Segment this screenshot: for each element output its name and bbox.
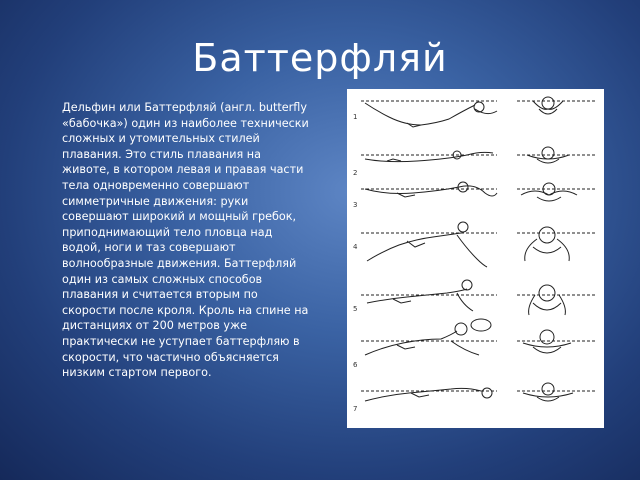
butterfly-sequence-drawing	[347, 89, 604, 428]
butterfly-stroke-illustration	[347, 89, 604, 428]
frame-number-2: 2	[353, 169, 358, 177]
swimmer-side-2	[365, 151, 493, 162]
frame-number-6: 6	[353, 361, 358, 369]
swimmer-side-4	[367, 222, 487, 267]
swimmer-side-1	[365, 102, 497, 127]
frame-number-1: 1	[353, 113, 358, 121]
swimmer-front-7	[523, 383, 573, 401]
frame-number-7: 7	[353, 405, 358, 413]
frame-number-3: 3	[353, 201, 358, 209]
swimmer-front-5	[529, 285, 566, 315]
swimmer-side-7	[365, 388, 492, 401]
swimmer-side-6	[365, 319, 491, 355]
slide-title: Баттерфляй	[192, 36, 448, 80]
swimmer-front-3	[521, 183, 577, 201]
frame-number-5: 5	[353, 305, 358, 313]
frame-number-4: 4	[353, 243, 358, 251]
swimmer-front-4	[525, 227, 570, 261]
swimmer-front-1	[533, 97, 563, 114]
slide-body-text: Дельфин или Баттерфляй (англ. butterfly «бабочка») один из наиболее технически сложных и утомительных стилей плавания. Это стиль плавания на животе, в котором левая и правая части тела одновременно совершают симметричные движения: руки совершают широкий и мощный гребок, приподнимающий тело пловца над водой, ноги и таз совершают волнообразные движения. Баттерфляй один из самых сложных способов плавания и считается вторым по скорости после кроля. Кроль на спине на дистанциях от 200 метров уже практически не уступает баттерфляю в скорости, что частично объясняется низким стартом первого.	[62, 101, 309, 380]
